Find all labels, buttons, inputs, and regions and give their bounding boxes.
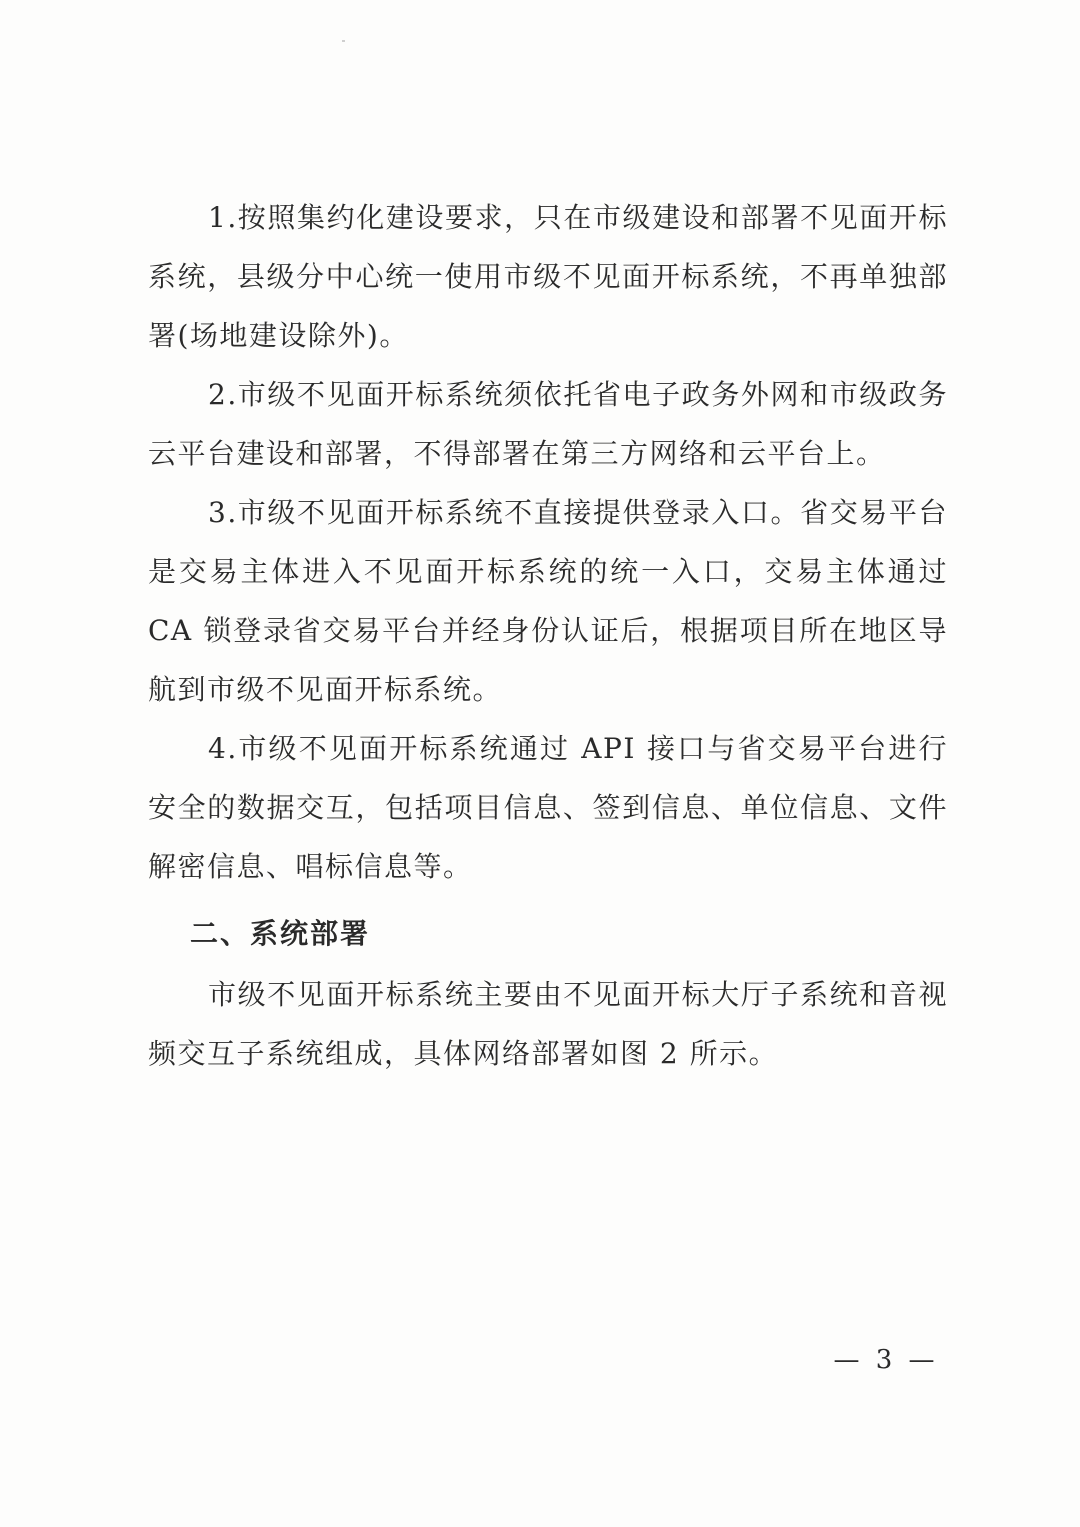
page-number: — 3 — xyxy=(833,1345,939,1375)
section-paragraph: 市级不见面开标系统主要由不见面开标大厅子系统和音视频交互子系统组成，具体网络部署如图 2 所示。 xyxy=(148,978,948,1070)
paragraph-2: 2.市级不见面开标系统须依托省电子政务外网和市级政务云平台建设和部署，不得部署在第三方网络和云平台上。 xyxy=(148,378,948,470)
scan-speck xyxy=(342,40,345,42)
paragraph-3: 3.市级不见面开标系统不直接提供登录入口。省交易平台是交易主体进入不见面开标系统的统一入口，交易主体通过 CA 锁登录省交易平台并经身份认证后，根据项目所在地区导航到市级不见面开标系统。 xyxy=(148,496,948,706)
paragraph-1: 1.按照集约化建设要求，只在市级建设和部署不见面开标系统，县级分中心统一使用市级不见面开标系统，不再单独部署(场地建设除外)。 xyxy=(148,201,948,352)
section-body xyxy=(148,965,948,1083)
paragraph-4: 4.市级不见面开标系统通过 API 接口与省交易平台进行安全的数据交互，包括项目信息、签到信息、单位信息、文件解密信息、唱标信息等。 xyxy=(148,732,948,883)
body-text xyxy=(148,188,948,896)
section-heading: 二、系统部署 xyxy=(190,917,371,950)
